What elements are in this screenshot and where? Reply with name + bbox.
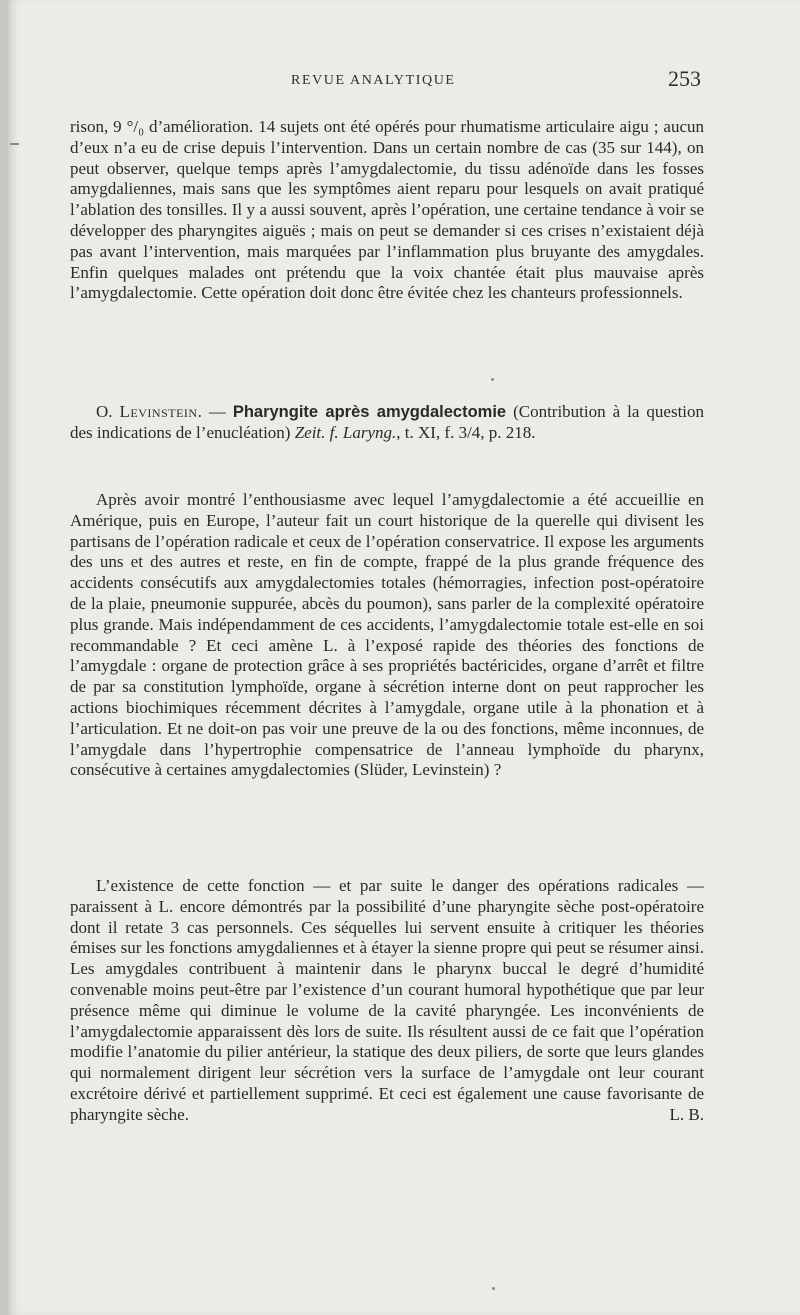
- print-speck: [492, 1287, 495, 1290]
- review-paragraph-1: Après avoir montré l’enthousiasme avec lequel l’amygdalectomie a été accueillie en Amérique, puis en Europe, l’auteur fait un court historique de la querelle qui divisent les partisans de l’opération radicale et ceux de l’opération conservatrice. Il expose les arguments des uns et des autres et reste, en fin de compte, frappé de la plus grande fréquence des accidents consécutifs aux amygdalectomies totales (hémorragies, infection post-opératoire de la plaie, pneumonie suppurée, abcès du poumon), sans parler de la complexité opératoire plus grande. Mais indépendamment de ces accidents, l’amygdalectomie totale est-elle en soi recommandable ? Et ceci amène L. à l’exposé rapide des théories des fonctions de l’amygdale : organe de protection grâce à ses propriétés bactéricides, organe d’arrêt et filtre de par sa constitution lymphoïde, organe à sécrétion interne dont on peut rapprocher les actions biochimiques récemment décrites à l’amygdale, organe utile à la phonation et à l’articulation. Et ne doit-on pas voir une preuve de la ou des fonctions, même inconnues, de l’amygdale dans l’hypertrophie compensatrice de l’anneau lymphoïde du pharynx, consécutive à certaines amygdalectomies (Slüder, Levinstein) ?: [70, 490, 704, 780]
- margin-mark: [10, 143, 19, 145]
- continuation-paragraph: rison, 9 °/₀ d’amélioration. 14 sujets ont été opérés pour rhumatisme articulaire aigu ; aucun d’eux n’a eu de crise depuis l’intervention. Dans un certain nombre de cas (35 sur 144), on peut observer, quelque temps après l’amygdalectomie, du tissu adénoïde dans les fosses amygdaliennes, mais sans que les symptômes aient reparu pour lesquels on avait pratiqué l’ablation des tonsilles. Il y a aussi souvent, après l’opération, une certaine tendance à voir se développer des pharyngites aiguës ; mais on peut se demander si ces crises n’existaient déjà pas avant l’intervention, mais marquées par l’inflammation plus bruyante des amygdales. Enfin quelques malades ont prétendu que la voix chantée était plus mauvaise après l’amygdalectomie. Cette opération doit donc être évitée chez les chanteurs professionnels.: [70, 117, 704, 303]
- journal-name: Zeit. f. Laryng.: [294, 422, 397, 442]
- review-paragraph-2: [70, 876, 704, 1126]
- page-number: 253: [668, 66, 701, 91]
- article-title: Pharyngite après amygdalectomie: [232, 403, 507, 421]
- journal-reference: , t. XI, f. 3/4, p. 218.: [396, 422, 536, 442]
- running-head: REVUE ANALYTIQUE: [291, 73, 456, 88]
- article-subtitle: (Contribution à la question des indications de l’enucléation): [70, 402, 705, 442]
- reviewer-signature: L. B.: [669, 1104, 704, 1124]
- review-paragraph-2-text: L’existence de cette fonction — et par suite le danger des opérations radicales — paraissent à L. encore démontrés par la possibilité d’une pharyngite sèche post-opératoire dont il retate 3 cas personnels. Ces séquelles lui servent ensuite à critiquer les théories émises sur les fonctions amygdaliennes et à étayer la sienne propre qui peut se résumer ainsi. Les amygdales contribuent à maintenir dans le pharynx buccal le degré d’humidité convenable moins peut-être par l’existence d’un courant humoral hypothétique que par leur présence même qui diminue le volume de la cavité pharyngée. Les inconvénients de l’amygdalectomie apparaissent dès lors de suite. Ils résultent aussi de ce fait que l’opération modifie l’anatomie du pilier antérieur, la statique des deux piliers, de sorte que leurs glandes qui normalement dirigent leur sécrétion vers la surface de l’amygdale ont leur courant excrétoire dérivé et partiellement supprimé. Et ceci est également une cause favorisante de pharyngite sèche.: [70, 876, 704, 1124]
- journal-page: [8, 0, 800, 1315]
- print-speck: [491, 378, 494, 381]
- review-heading: [70, 402, 704, 444]
- author-initial: O.: [96, 402, 113, 421]
- author-name: Levinstein: [119, 402, 198, 421]
- heading-dash: . —: [197, 402, 226, 421]
